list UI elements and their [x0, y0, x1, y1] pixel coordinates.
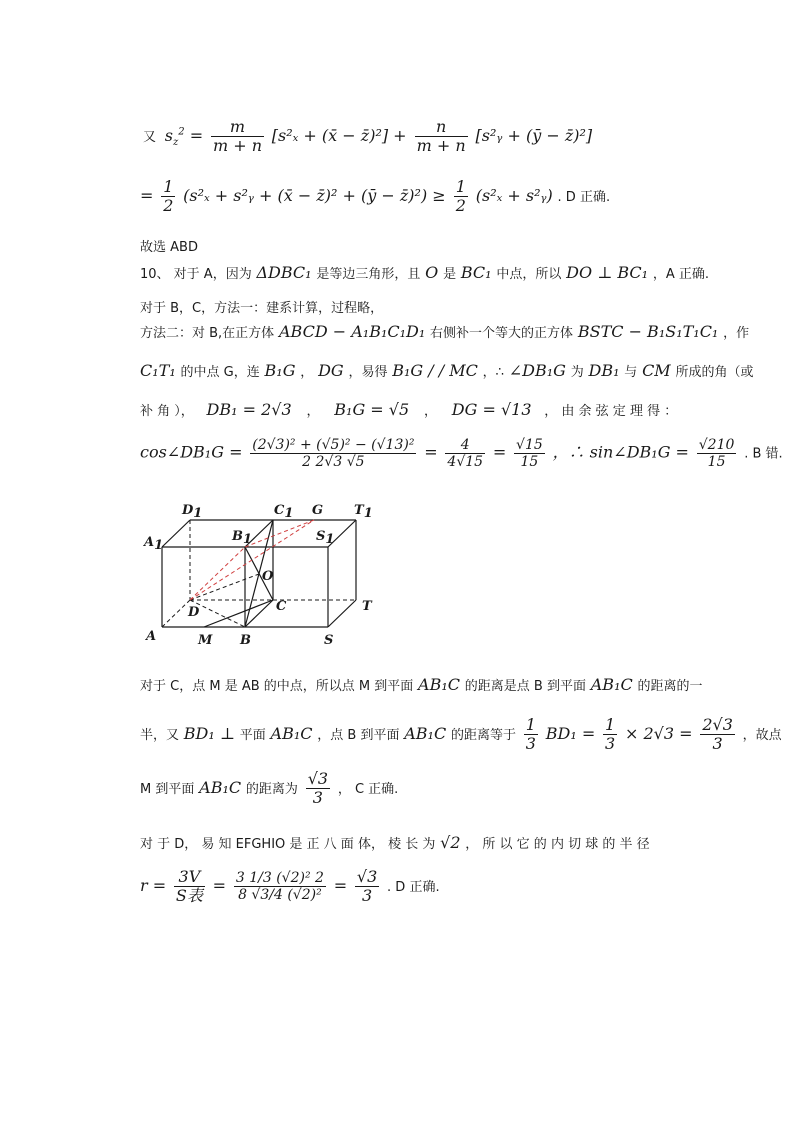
q10-part-a: 10、 对于 A，因为 ΔDBC₁ 是等边三角形，且 O 是 BC₁ 中点，所以 DO ⊥ BC₁ ，A 正确. [140, 263, 709, 282]
insphere-radius-equation: r = $\frac{3V}{\text{S表}}$ = $\frac{\text{3 1/3 (√2)² 2}}{\text{8 √3/4 (√2)²}}$ = $\frac{√3}{3}$ . D 正确. [140, 867, 440, 906]
variance-formula-line2: = $\frac{1}{2}$ (s²ₓ + s²ᵧ + (x̄ − z̄)² + (ȳ − z̄)²) ≥ $\frac{1}{2}$ (s²ₓ + s²ᵧ) . D 正确. [140, 177, 611, 216]
label-D1: D1 [182, 503, 203, 521]
part-c-line1: 对于 C，点 M 是 AB 的中点，所以点 M 到平面 AB₁C 的距离是点 B 到平面 AB₁C 的距离的一 [140, 675, 703, 694]
q10-method2-line1: 方法二：对 B,在正方体 ABCD − A₁B₁C₁D₁ 右侧补一个等大的正方体 BSTC − B₁S₁T₁C₁ ，作 [140, 322, 750, 341]
label-S1: S1 [316, 529, 335, 547]
fraction-n: $\frac{n}{m + n}$ [416, 117, 466, 156]
label-B: B [240, 633, 251, 648]
cosine-law-equation: cos∠DB₁G = $\frac{\text{(2√3)² + (√5)² − (√13)²}}{2 2√3 √5}$ = $\frac{4}{4√15}$ = $\frac{√15}{15}$ ，∴ sin∠DB₁G = $\frac{√210}{15}$ . B 错. [140, 437, 783, 471]
label-C1: C1 [274, 503, 294, 521]
label-A: A [146, 629, 157, 644]
edge-BC [245, 600, 273, 627]
edge-CM [204, 600, 273, 627]
label-M: M [198, 633, 213, 648]
label-A1: A1 [144, 535, 164, 553]
q10-method2-line2: C₁T₁ 的中点 G，连 B₁G ， DG ，易得 B₁G / / MC ，∴ ∠DB₁G 为 DB₁ 与 CM 所成的角（或 [140, 361, 754, 380]
label-O: O [262, 569, 274, 584]
edge-AD [162, 600, 190, 627]
label-D: D [188, 605, 200, 620]
label-T: T [362, 599, 372, 614]
part-d-line1: 对 于 D， 易 知 EFGHIO 是 正 八 面 体， 棱 长 为 √2 ， 所 以 它 的 内 切 球 的 半 径 [140, 833, 650, 852]
edge-DB1 [190, 547, 245, 600]
label-T1: T1 [354, 503, 373, 521]
label-S: S [324, 633, 334, 648]
edge-B1G [245, 520, 314, 547]
answer-abd: 故选 ABD [140, 240, 198, 255]
fraction-m: $\frac{m}{m + n}$ [212, 117, 263, 156]
edge-DO [190, 574, 259, 600]
label-G: G [312, 503, 324, 518]
label-C: C [276, 599, 287, 614]
part-c-line3: M 到平面 AB₁C 的距离为 $\frac{√3}{3}$ ， C 正确. [140, 769, 399, 808]
variance-formula-line1: 又 $s_z^2$ = $\frac{m}{m + n}$ [s²ₓ + (x̄ − z̄)²] + $\frac{n}{m + n}$ [s²ᵧ + (ȳ − z̄)²] [143, 117, 593, 156]
double-cube-figure [140, 500, 400, 650]
label-B1: B1 [232, 529, 253, 547]
q10-part-bc-intro: 对于 B，C，方法一：建系计算，过程略， [140, 301, 384, 316]
edge-A1D1 [162, 520, 190, 547]
q10-method2-line3: 补 角 ）， DB₁ = 2√3 ， B₁G = √5 ， DG = √13 ， 由 余 弦 定 理 得 ： [140, 400, 678, 419]
part-c-line2: 半，又 BD₁ ⊥ 平面 AB₁C ，点 B 到平面 AB₁C 的距离等于 $\frac{1}{3}$ BD₁ = $\frac{1}{3}$ × 2√3 = $\frac{2√3}{3}$ ，故点 [140, 715, 782, 754]
edge-ST [328, 600, 356, 627]
